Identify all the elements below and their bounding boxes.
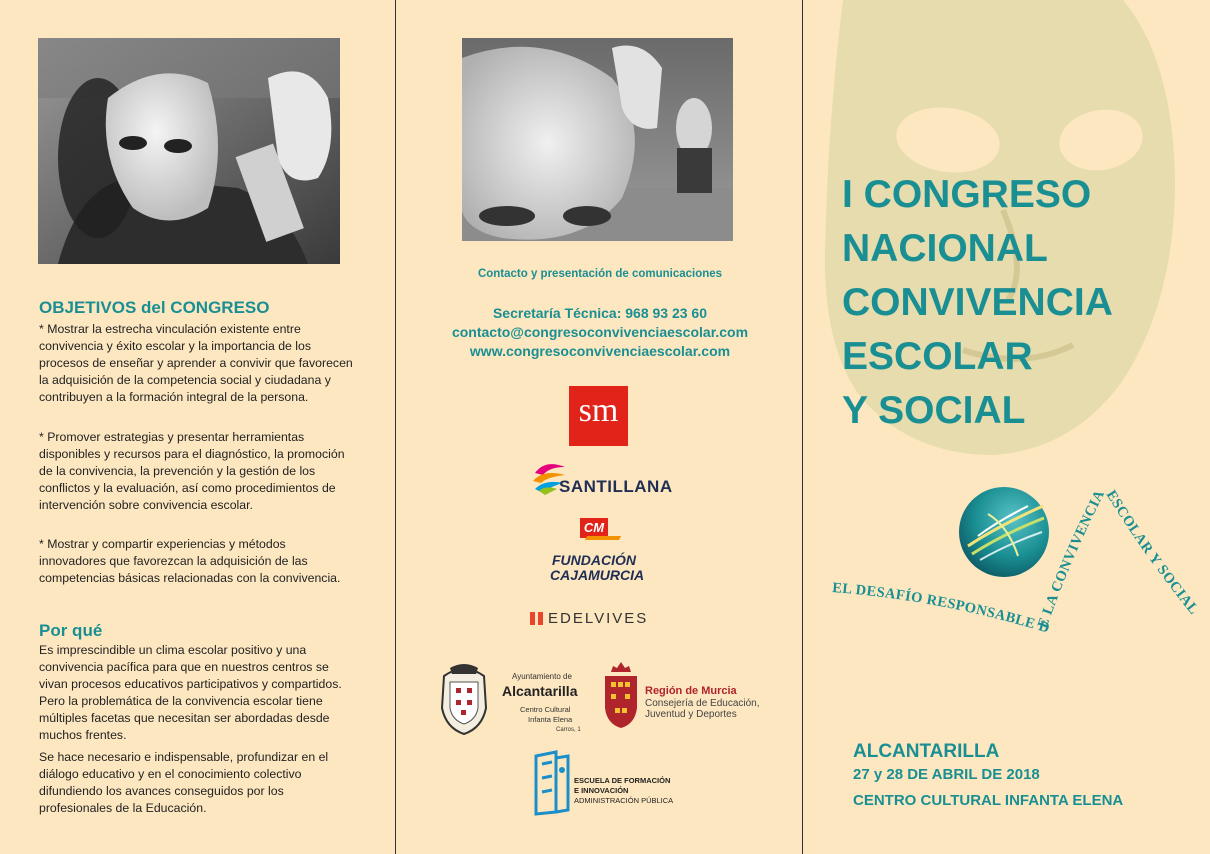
slogan-text: EL DESAFÍO RESPONSABLE DE LA CONVIVENCIA ESCOLAR Y SOCIAL bbox=[831, 484, 1202, 637]
porque-title: Por qué bbox=[39, 621, 103, 640]
edelvives-bar-2 bbox=[538, 612, 543, 625]
fold-line-left bbox=[395, 0, 396, 854]
porque-paragraph-2: Se hace necesario e indispensable, profundizar en el diálogo educativo y en el conocimiento colectivo difundiendo los avances conseguidos por los profesionales de la Educación. bbox=[39, 750, 329, 815]
escuela-line1: ESCUELA DE FORMACIÓN bbox=[574, 776, 671, 785]
murcia-consejeria-line2: Juventud y Deportes bbox=[645, 709, 737, 720]
escuela-line3: ADMINISTRACIÓN PÚBLICA bbox=[574, 796, 674, 805]
cover-title-line-4: ESCOLAR bbox=[842, 335, 1033, 378]
objetivos-title: OBJETIVOS del CONGRESO bbox=[39, 298, 270, 317]
ayto-name: Alcantarilla bbox=[502, 683, 578, 699]
efiap-icon bbox=[532, 750, 572, 816]
objetivo-2: * Promover estrategias y presentar herramientas disponibles y recursos para el diagnóstico, la promoción de la convivencia, la prevención y la gestión de los conflictos y la evaluación, así como procedimientos de intervención sobre convivencia escolar. bbox=[39, 430, 345, 512]
ayto-centro-line2: Infanta Elena bbox=[528, 715, 573, 724]
edelvives-logo bbox=[530, 609, 670, 629]
porque-paragraph-1: Es imprescindible un clima escolar positivo y una convivencia pacífica para que en nuestros centros se vivan procesos educativos participativos y compartidos. Pero la problemática de la convivencia escolar tiene múltiples facetas que necesitan ser abordadas desde muchos frentes. bbox=[39, 643, 342, 742]
cover-title-line-3: CONVIVENCIA bbox=[842, 281, 1113, 324]
cover-title-line-5: Y SOCIAL bbox=[842, 389, 1026, 432]
contact-website[interactable]: www.congresoconvivenciaescolar.com bbox=[469, 343, 731, 359]
event-dates: 27 y 28 DE ABRIL DE 2018 bbox=[853, 766, 1040, 783]
murcia-consejeria-line1: Consejería de Educación, bbox=[645, 698, 760, 709]
santillana-text: SANTILLANA bbox=[559, 477, 673, 496]
ayto-address: Carros, 1 bbox=[556, 727, 581, 733]
cajamurcia-text: CAJAMURCIA bbox=[550, 567, 645, 583]
cover-slogan bbox=[820, 480, 1205, 650]
mask-child-photo bbox=[38, 38, 340, 264]
event-venue: CENTRO CULTURAL INFANTA ELENA bbox=[853, 792, 1124, 809]
ayuntamiento-alcantarilla-logo bbox=[436, 662, 586, 738]
contact-heading: Contacto y presentación de comunicaciones bbox=[477, 268, 723, 280]
region-murcia-logo bbox=[603, 662, 773, 732]
santillana-logo bbox=[531, 461, 671, 497]
murcia-name: Región de Murcia bbox=[645, 685, 737, 697]
cm-stripe bbox=[585, 536, 621, 540]
murcia-crest-icon bbox=[603, 662, 639, 730]
fundacion-text: FUNDACIÓN bbox=[552, 552, 636, 568]
contact-email[interactable]: contacto@congresoconvivenciaescolar.com bbox=[451, 324, 749, 340]
svg-text:EL DESAFÍO RESPONSABLE DE LA C bbox=[832, 484, 1202, 636]
event-place: ALCANTARILLA bbox=[853, 741, 1000, 762]
escuela-formacion-logo bbox=[532, 750, 692, 816]
secretaria-phone: Secretaría Técnica: 968 93 23 60 bbox=[492, 305, 708, 321]
edelvives-bar-1 bbox=[530, 612, 535, 625]
cover-title-line-1: I CONGRESO bbox=[842, 173, 1092, 216]
ayto-small-text: Ayuntamiento de bbox=[512, 672, 572, 681]
escuela-line2: E INNOVACIÓN bbox=[574, 786, 629, 795]
objetivo-3: * Mostrar y compartir experiencias y métodos innovadores que favorezcan la adquisición de las competencias básicas relacionadas con la convivencia. bbox=[39, 537, 341, 585]
masks-photo bbox=[462, 38, 733, 241]
fundacion-cajamurcia-logo bbox=[548, 518, 658, 582]
cm-badge: CM bbox=[580, 518, 608, 538]
objetivo-1: * Mostrar la estrecha vinculación existente entre convivencia y éxito escolar y la importancia de los procesos de enseñar y aprender a convivir que favorecen la adquisición de la competencia social y ciudadana y contribuyen a la formación integral de la persona. bbox=[39, 322, 353, 404]
alcantarilla-crest-icon bbox=[436, 662, 492, 736]
sm-logo bbox=[569, 386, 628, 446]
sm-logo-text: sm bbox=[578, 392, 619, 429]
edelvives-text: EDELVIVES bbox=[548, 610, 649, 627]
cover-title-line-2: NACIONAL bbox=[842, 227, 1048, 270]
ayto-centro-line1: Centro Cultural bbox=[520, 705, 571, 714]
cover-title bbox=[842, 168, 1182, 438]
